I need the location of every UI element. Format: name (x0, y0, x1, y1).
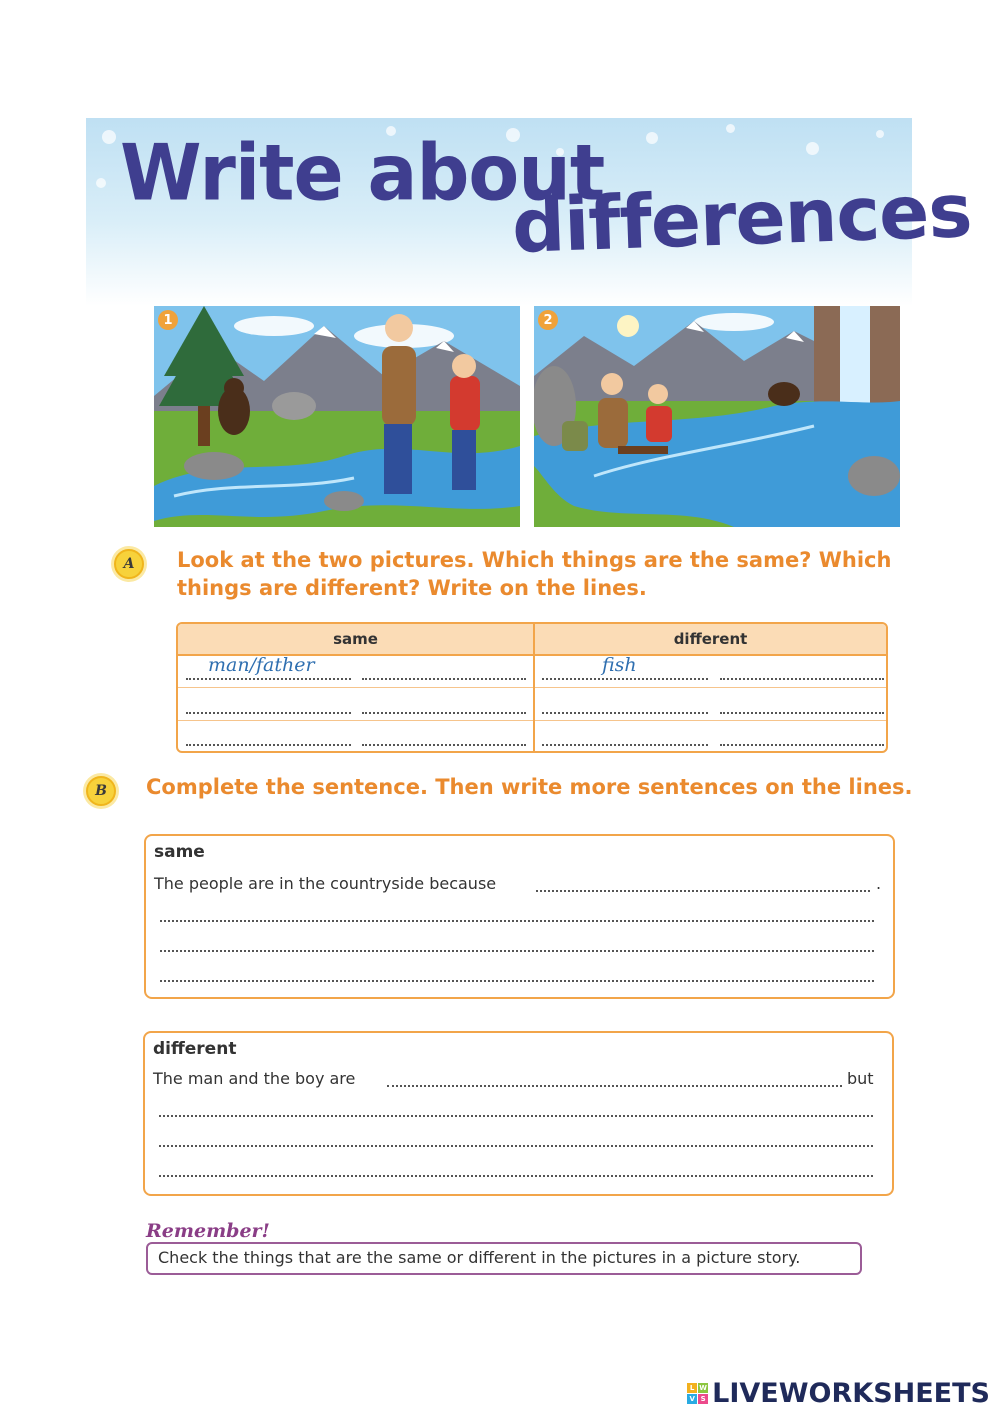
table-header-different: different (673, 630, 748, 648)
answer-line-different-4[interactable] (720, 710, 884, 714)
same-sentence-end: . (876, 874, 882, 893)
picture-2-number: 2 (538, 310, 558, 330)
different-writing-line-1[interactable] (159, 1113, 873, 1117)
table-header-same: same (333, 630, 378, 648)
answer-same-1[interactable]: man/father (208, 654, 315, 676)
same-writing-line-2[interactable] (160, 948, 874, 952)
section-a-badge: A (114, 549, 144, 579)
section-a-instruction-line2: things are different? Write on the lines. (177, 576, 647, 600)
same-sentence-answer-line[interactable] (536, 888, 870, 892)
section-b-badge: B (86, 776, 116, 806)
different-sentence-start: The man and the boy are (153, 1069, 356, 1088)
remember-text: Check the things that are the same or different in the pictures in a picture story. (158, 1248, 801, 1267)
page-title-line2: differences (510, 168, 973, 270)
answer-line-same-1[interactable] (186, 676, 351, 680)
answer-line-same-3[interactable] (186, 710, 351, 714)
liveworksheets-brand: LIVEWORKSHEETS (712, 1378, 990, 1409)
section-a-instruction-line1: Look at the two pictures. Which things are the same? Which (177, 548, 892, 572)
different-sentence-end: but (847, 1069, 874, 1088)
picture-1-number: 1 (158, 310, 178, 330)
different-sentence-answer-line[interactable] (387, 1083, 842, 1087)
answer-different-1[interactable]: fish (602, 654, 637, 676)
page-title-line1: Write about (120, 127, 605, 219)
different-box-label: different (153, 1039, 237, 1059)
picture-1-illustration (154, 306, 520, 527)
same-writing-line-1[interactable] (160, 918, 874, 922)
section-b-instruction: Complete the sentence. Then write more sentences on the lines. (146, 775, 913, 799)
different-writing-box (143, 1031, 894, 1196)
answer-line-different-1[interactable] (542, 676, 708, 680)
liveworksheets-logo (687, 1378, 990, 1409)
answer-line-different-2[interactable] (720, 676, 884, 680)
same-box-label: same (154, 842, 205, 862)
answer-line-same-2[interactable] (362, 676, 526, 680)
answer-line-same-6[interactable] (362, 742, 526, 746)
different-writing-line-3[interactable] (159, 1173, 873, 1177)
answer-line-different-6[interactable] (720, 742, 884, 746)
same-writing-line-3[interactable] (160, 978, 874, 982)
answer-line-different-5[interactable] (542, 742, 708, 746)
different-writing-line-2[interactable] (159, 1143, 873, 1147)
same-writing-box (144, 834, 895, 999)
answer-line-same-5[interactable] (186, 742, 351, 746)
answer-line-different-3[interactable] (542, 710, 708, 714)
same-sentence-start: The people are in the countryside because (154, 874, 497, 893)
answer-line-same-4[interactable] (362, 710, 526, 714)
remember-tag: Remember! (146, 1220, 270, 1242)
picture-2-illustration (534, 306, 900, 527)
liveworksheets-logo-icon: L W V S (687, 1383, 708, 1404)
same-different-table (176, 622, 888, 753)
